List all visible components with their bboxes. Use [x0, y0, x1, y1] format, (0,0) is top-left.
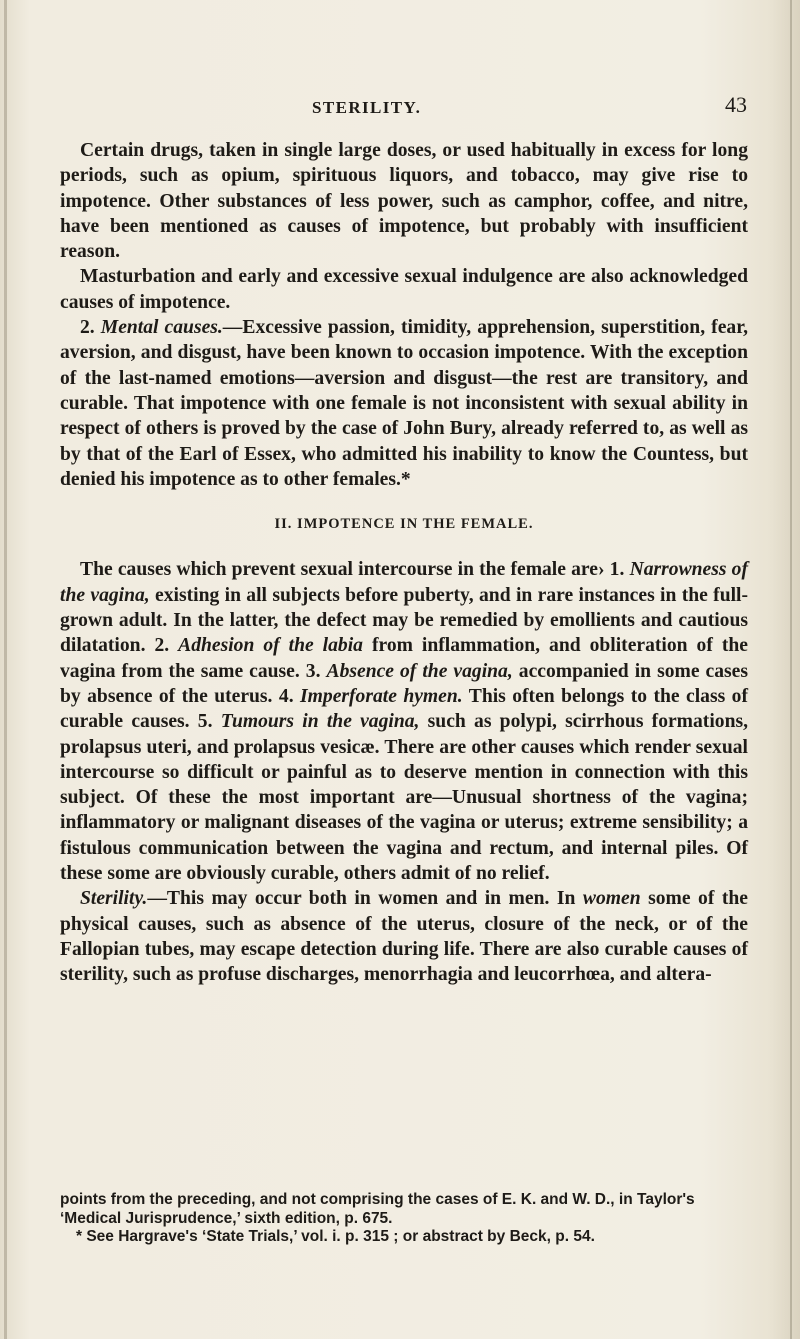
adhesion-text: from inflammation, and obliteration of the vagina from the same cause. 3. [60, 635, 748, 682]
narrowness-text: existing in all subjects before puberty, and in rare instances in the full-grown adult. In the latter, the defect may be remedied by emollients and cautious dilatation. 2. [60, 584, 749, 657]
mental-causes-text: —Excessive passion, timidity, apprehension, superstition, fear, aversion, and disgust, have been known to occasion impotence. With the exception of the last-named emotions—aversion and disgust—the rest are transitory, and curable. That impotence with one female is not inconsistent with sexual ability in respect of others is proved by the case of John Bury, already referred to, as well as by that of the Earl of Essex, who admitted his inability to know the Countess, but denied his impotence as to other females.* [60, 317, 748, 490]
mental-causes-title: Mental causes. [100, 317, 223, 339]
footnote-continued: points from the preceding, and not comprising the cases of E. K. and W. D., in Taylor's ‘Medical Jurisprudence,’ sixth edition, p. 675. [60, 1191, 695, 1227]
absence-text: accompanied in some cases by absence of the uterus. 4. [60, 660, 748, 707]
paragraph-drugs: Certain drugs, taken in single large doses, or used habitually in excess for long periods, such as opium, spirituous liquors, and tobacco, may give rise to impotence. Other substances of less power, such as camphor, coffee, and nitre, have been mentioned as causes of impotence, but probably with insufficient reason. [60, 140, 748, 263]
hymen-title: Imperforate hymen. [300, 685, 463, 707]
page-right-edge [790, 0, 792, 1339]
paragraph-mental-causes [60, 315, 748, 492]
sterility-text-a: —This may occur both in women and in men. In [147, 888, 583, 910]
paragraph-masturbation: Masturbation and early and excessive sexual indulgence are also acknowledged causes of impotence. [60, 266, 748, 313]
hymen-text: This often belongs to the class of curable causes. 5. [60, 685, 748, 733]
absence-title: Absence of the vagina, [326, 660, 513, 682]
paragraph-sterility [60, 886, 748, 987]
tumours-title: Tumours in the vagina, [220, 711, 420, 733]
paragraph-female-causes [60, 557, 748, 886]
page-header [0, 92, 800, 122]
narrowness-title: Narrowness of the vagina, [60, 559, 748, 606]
footnotes [60, 1191, 748, 1247]
section-heading: II. IMPOTENCE IN THE FEMALE. [274, 516, 534, 533]
body-text [60, 138, 748, 988]
sterility-title: Sterility. [80, 888, 148, 910]
sterility-text-b: some of the physical causes, such as absence of the uterus, closure of the neck, or of the Fallopian tubes, may escape detection during life. There are also curable causes of sterility, such as profuse discharges, menorrhagia and leucorrhœa, and altera- [60, 888, 748, 986]
page-number: 43 [725, 92, 747, 117]
tumours-text: such as polypi, scirrhous formations, prolapsus uteri, and prolapsus vesicæ. There are other causes which render sexual intercourse so difficult or painful as to deserve mention in connection with this subject. Of these the most important are—Unusual shortness of the vagina; inflammatory or malignant diseases of the vagina or uterus; extreme sensibility; a fistulous communication between the vagina and rectum, and internal piles. Of these some are obviously curable, others admit of no relief. [60, 711, 748, 885]
adhesion-title: Adhesion of the labia [178, 635, 363, 657]
list-number: 2. [80, 317, 101, 339]
sterility-women: women [582, 888, 641, 910]
page-left-edge [4, 0, 7, 1339]
female-causes-intro: The causes which prevent sexual intercourse in the female are› 1. [80, 559, 630, 581]
footnote-asterisk: * See Hargrave's ‘State Trials,’ vol. i. p. 315 ; or abstract by Beck, p. 54. [76, 1228, 595, 1245]
running-head: STERILITY. [312, 98, 422, 117]
